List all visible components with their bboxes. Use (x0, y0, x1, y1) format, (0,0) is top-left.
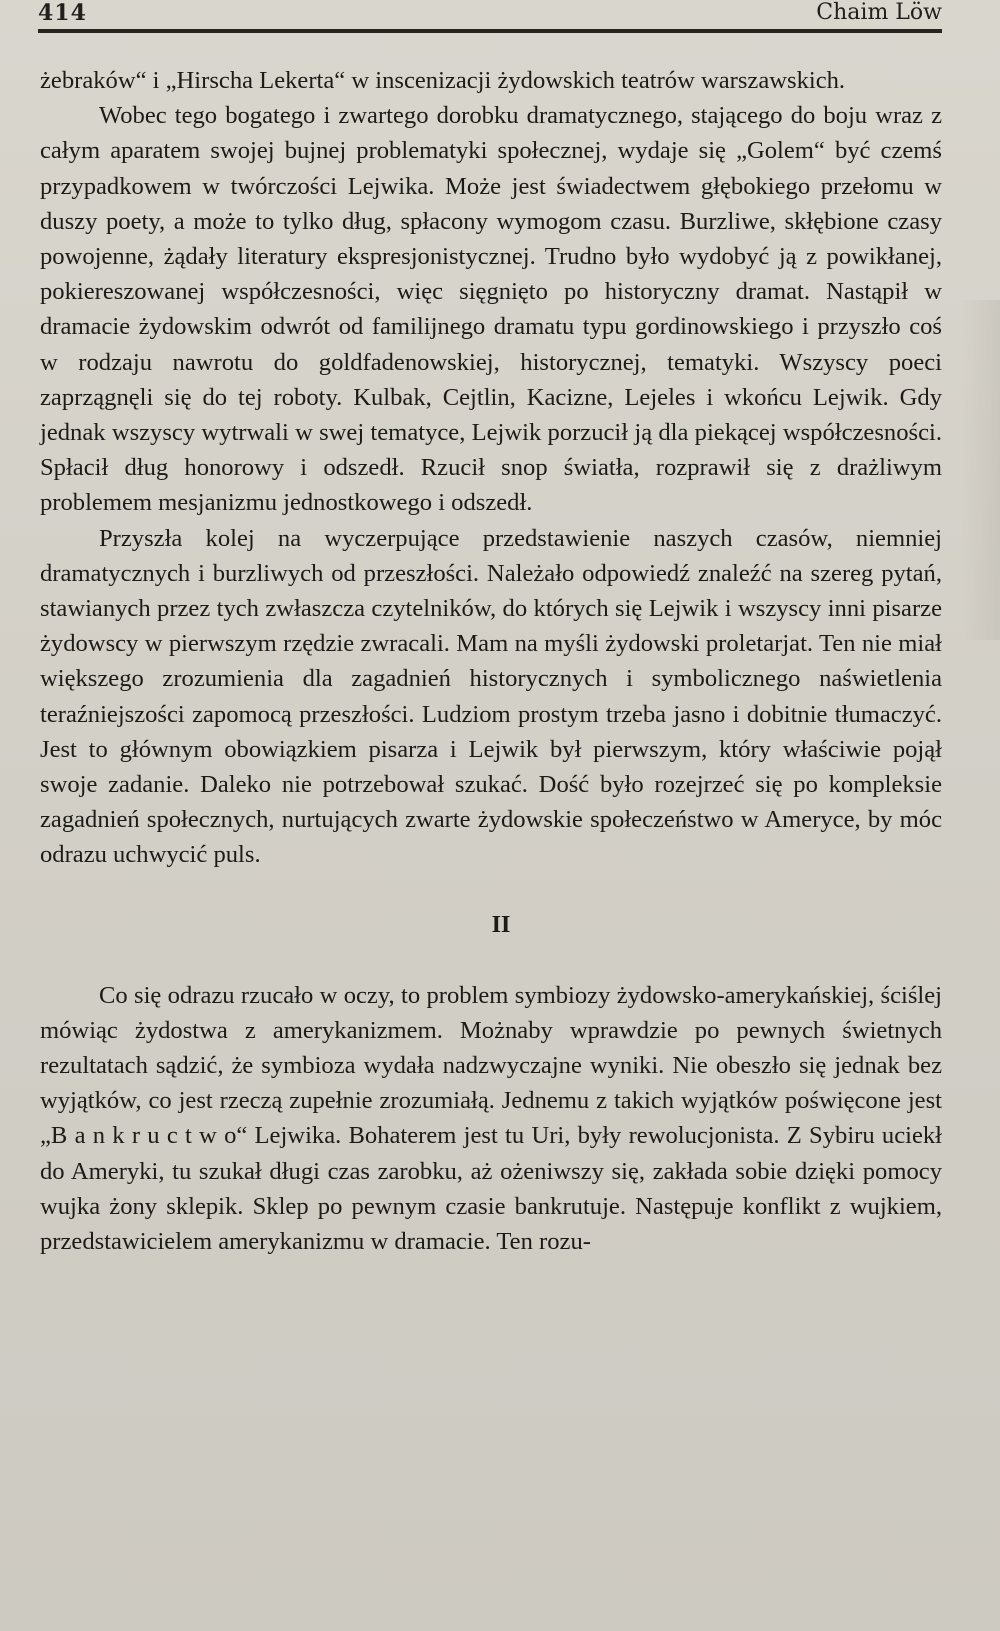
header-rule (38, 29, 942, 33)
paragraph-4: Co się odrazu rzucało w oczy, to problem symbiozy żydowsko-amerykańskiej, ściślej mówiąc żydostwa z amerykanizmem. Możnaby wprawdzie po pewnych świetnych rezultatach sądzić, że symbioza wydała nadzwyczajne wyniki. Nie obeszło się jednak bez wyjątków, co jest rzeczą zupełnie zrozumiałą. Jednemu z takich wyjątków poświęcone jest „B a n k r u c t w o“ Lejwika. Bohaterem jest tu Uri, były rewolucjonista. Z Sybiru uciekł do Ameryki, tu szukał długi czas zarobku, aż ożeniwszy się, zakłada sobie dzięki pomocy wujka żony sklepik. Sklep po pewnym czasie bankrutuje. Następuje konflikt z wujkiem, przedstawicielem amerykanizmu w dramacie. Ten rozu- (40, 981, 942, 1256)
body-text (40, 63, 942, 1259)
page-header (38, 0, 942, 30)
page-edge-shadow (960, 300, 1000, 640)
running-head: Chaim Löw (816, 0, 942, 25)
paragraph-3: Przyszła kolej na wyczerpujące przedstawienie naszych czasów, niemniej dramatycznych i burzliwych od przeszłości. Należało odpowiedź znaleźć na szereg pytań, stawianych przez tych zwłaszcza czytelników, do których się Lejwik i wszyscy inni pisarze żydowscy w pierwszym rzędzie zwracali. Mam na myśli żydowski proletarjat. Ten nie miał większego zrozumienia dla zagadnień historycznych i symbolicznego naświetlenia teraźniejszości zapomocą przeszłości. Ludziom prostym trzeba jasno i dobitnie tłumaczyć. Jest to głównym obowiązkiem pisarza i Lejwik był pierwszym, który właściwie pojął swoje zadanie. Daleko nie potrzebował szukać. Dość było rozejrzeć się po kompleksie zagadnień społecznych, nurtujących zwarte żydowskie społeczeństwo w Ameryce, by móc odrazu uchwycić puls. (40, 524, 942, 869)
paragraph-1: żebraków“ i „Hirscha Lekerta“ w inscenizacji żydowskich teatrów warszawskich. (40, 67, 846, 94)
section-heading: II (491, 911, 511, 938)
paragraph-2: Wobec tego bogatego i zwartego dorobku dramatycznego, stającego do boju wraz z całym aparatem swojej bujnej problematyki społecznej, wydaje się „Golem“ być czemś przypadkowem w twórczości Lejwika. Może jest świadectwem głębokiego przełomu w duszy poety, a może to tylko dług, spłacony wymogom czasu. Burzliwe, skłębione czasy powojenne, żądały literatury ekspresjonistycznej. Trudno było wydobyć ją z powikłanej, pokiereszowanej współczesności, więc sięgnięto po historyczny dramat. Nastąpił w dramacie żydowskim odwrót od familijnego dramatu typu gordinowskiego i przyszło coś w rodzaju nawrotu do goldfadenowskiej, historycznej, tematyki. Wszyscy poeci zaprzągnęli się do tej roboty. Kulbak, Cejtlin, Kacizne, Lejeles i wkońcu Lejwik. Gdy jednak wszyscy wytrwali w swej tematyce, Lejwik porzucił ją dla piekącej współczesności. Spłacił dług honorowy i odszedł. Rzucił snop światła, rozprawił się z drażliwym problemem mesjanizmu jednostkowego i odszedł. (40, 102, 942, 517)
page-number: 414 (38, 0, 87, 26)
